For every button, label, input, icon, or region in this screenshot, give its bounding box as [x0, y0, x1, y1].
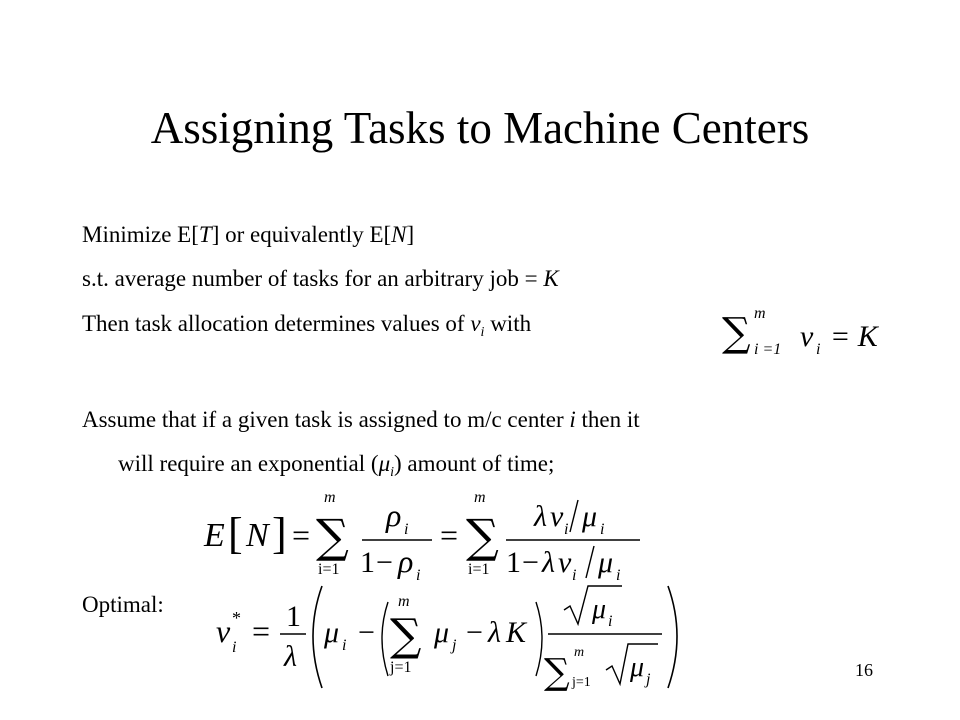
opt-v: v: [216, 613, 231, 649]
sum2-symbol: ∑: [466, 509, 499, 563]
frac2-mu-top: μ: [582, 500, 598, 533]
equals-1: =: [292, 517, 311, 553]
open-bracket: [: [228, 509, 243, 558]
frac1-one: 1: [360, 546, 375, 579]
opt-minus-2: −: [466, 616, 483, 649]
opt-sqrt-mu-j: μ: [630, 652, 645, 683]
assume-line: [82, 405, 640, 435]
optimal-equation: [212, 580, 692, 698]
expected-n-equation: [200, 484, 660, 584]
allocation-line: [82, 309, 531, 339]
assume-text: Assume that if a given task is assigned to m/c center: [82, 407, 570, 432]
frac2-v-top-sub: i: [564, 521, 569, 538]
sum2-upper: m: [474, 489, 486, 506]
frac2-mu-bottom-sub: i: [616, 567, 621, 584]
eq-N: N: [246, 517, 269, 554]
eq-rhs: = K: [830, 320, 878, 353]
frac2-lambda-bottom: λ: [542, 546, 555, 579]
opt-mu-i: μ: [324, 616, 340, 649]
constraint-line: [82, 264, 559, 294]
sum-symbol: ∑: [722, 310, 751, 356]
frac1-rho-bottom: ρ: [398, 543, 414, 579]
sum2-lower: i=1: [468, 561, 490, 578]
opt-equals: =: [252, 613, 271, 649]
opt-one: 1: [286, 600, 301, 633]
constraint-text: s.t. average number of tasks for an arbitrary job =: [82, 266, 544, 291]
opt-sum-symbol: ∑: [390, 610, 422, 661]
exponential-text: will require an exponential (: [118, 451, 379, 476]
frac2-mu-bottom: μ: [598, 546, 614, 579]
sum-lower: i =1: [754, 341, 782, 358]
optimal-label: Optimal:: [82, 592, 164, 617]
var-i: i: [569, 407, 576, 432]
opt-mu-i-sub: i: [342, 637, 347, 654]
opt-sum-upper: m: [398, 593, 410, 610]
opt-sum2-lower: j=1: [572, 675, 591, 690]
close-bracket: ]: [272, 509, 287, 558]
opt-sum2-upper: m: [574, 645, 585, 660]
var-v-sub: i: [480, 325, 485, 340]
objective-text: Minimize E[: [82, 222, 199, 247]
eq-E: E: [204, 517, 225, 554]
opt-v-sub: i: [232, 639, 237, 656]
sum1-symbol: ∑: [316, 509, 349, 563]
var-N: N: [391, 222, 407, 247]
allocation-text: Then task allocation determines values of: [82, 311, 471, 336]
frac2-v-top: v: [550, 500, 564, 533]
frac2-lambda-top: λ: [534, 500, 547, 533]
opt-outer-paren-right: [668, 586, 677, 688]
var-mu-sub: i: [390, 465, 395, 480]
constraint-equation: [718, 300, 888, 360]
sum1-upper: m: [324, 489, 336, 506]
frac1-rho-bottom-sub: i: [416, 567, 421, 584]
opt-sum-lower: j=1: [390, 659, 412, 676]
frac1-rho-top-sub: i: [404, 521, 409, 538]
page-number: 16: [855, 660, 873, 680]
exponential-line: [118, 449, 554, 479]
var-K: K: [543, 266, 559, 291]
frac1-rho-top: ρ: [386, 497, 402, 533]
allocation-text-end: with: [484, 311, 532, 336]
objective-text-end: ]: [406, 222, 415, 247]
opt-outer-paren-left: [313, 586, 322, 688]
objective-text-mid: ] or equivalently E[: [211, 222, 392, 247]
frac2-minus: −: [522, 546, 539, 579]
sum-upper: m: [754, 305, 766, 322]
eq-v: v: [800, 320, 814, 353]
var-mu: μ: [378, 451, 391, 476]
opt-sqrt-mu-i-sub: i: [608, 613, 613, 630]
opt-inner-paren-left: [382, 602, 388, 676]
opt-mu-j: μ: [434, 616, 450, 649]
opt-minus: −: [358, 616, 375, 649]
opt-sqrt-mu-j-sub: j: [646, 671, 651, 688]
equals-2: =: [440, 517, 459, 553]
frac2-slash-bottom: [586, 546, 594, 578]
objective-line: [82, 220, 414, 250]
var-T: T: [198, 222, 212, 247]
sum1-lower: i=1: [318, 561, 340, 578]
frac2-v-bottom: v: [558, 546, 572, 579]
frac2-mu-top-sub: i: [600, 521, 605, 538]
opt-lambda: λ: [284, 640, 297, 673]
frac2-v-bottom-sub: i: [572, 567, 577, 584]
frac2-slash-top: [570, 500, 578, 532]
slide-title: Assigning Tasks to Machine Centers: [150, 103, 810, 153]
opt-lambda-K-l: λ: [488, 616, 501, 649]
opt-inner-paren-right: [536, 602, 542, 676]
opt-sqrt-mu-i: μ: [592, 594, 607, 625]
opt-mu-j-sub: j: [452, 637, 457, 654]
frac1-minus: −: [376, 546, 393, 579]
opt-sum2-symbol: ∑: [544, 652, 570, 693]
opt-K: K: [506, 616, 527, 649]
assume-text-end: then it: [575, 407, 640, 432]
var-v: v: [470, 311, 481, 336]
opt-star: *: [232, 608, 241, 628]
exponential-text-end: ) amount of time;: [394, 451, 555, 476]
eq-v-sub: i: [816, 341, 821, 358]
frac2-one: 1: [506, 546, 521, 579]
